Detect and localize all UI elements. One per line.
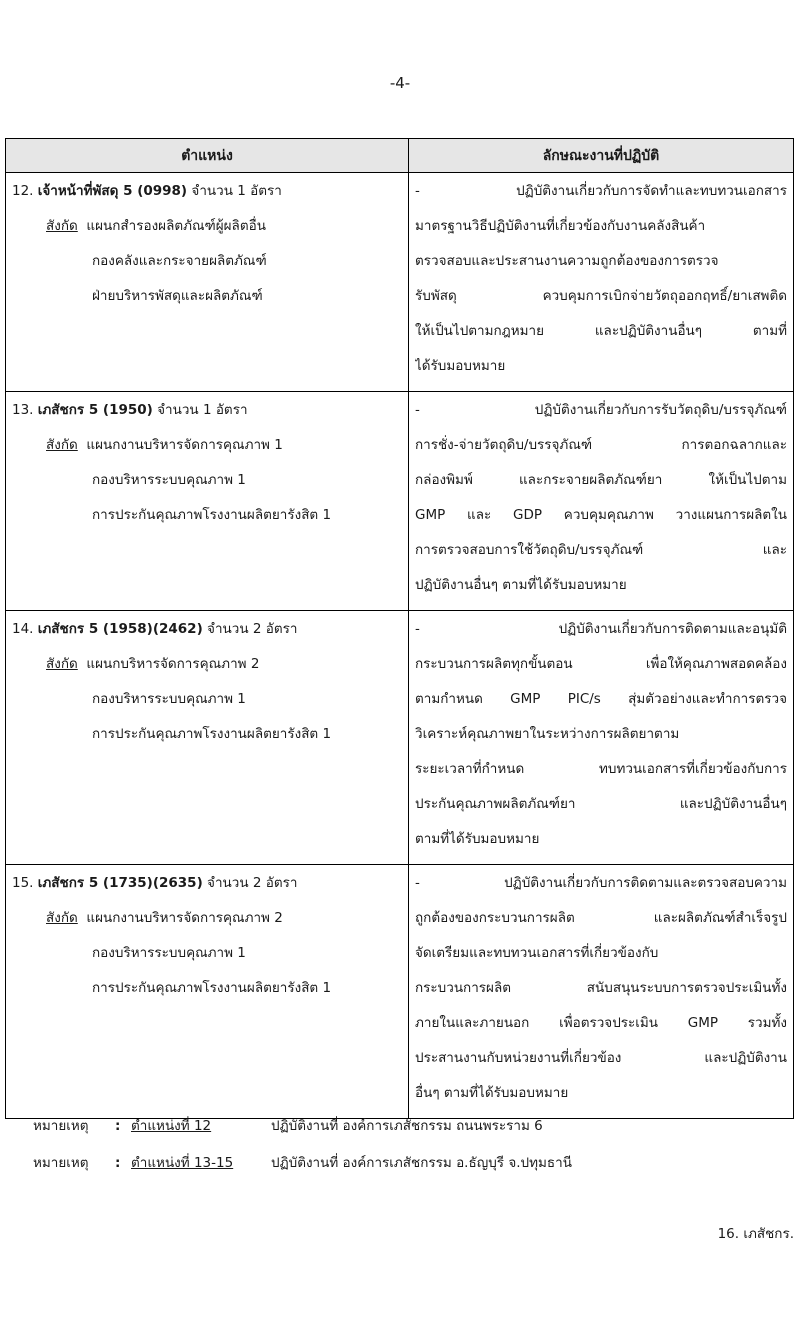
affiliation-unit: แผนกงานบริหารจัดการคุณภาพ 1 xyxy=(86,437,283,453)
duty-line: - ปฏิบัติงานเกี่ยวกับการจัดทำและทบทวนเอกสาร xyxy=(415,183,787,199)
duty-line: จัดเตรียมและทบทวนเอกสารที่เกี่ยวข้องกับ xyxy=(415,945,659,961)
duty-line: อื่นๆ ตามที่ได้รับมอบหมาย xyxy=(415,1085,569,1101)
position-title: เจ้าหน้าที่พัสดุ 5 (0998) xyxy=(37,183,188,199)
duty-line: กระบวนการผลิต สนับสนุนระบบการตรวจประเมินทั้ง xyxy=(415,980,787,996)
position-cell xyxy=(6,865,409,1119)
position-title-line xyxy=(12,873,404,908)
note-colon: : xyxy=(115,1155,121,1171)
position-number: 13. xyxy=(12,402,34,418)
affiliation-label: สังกัด xyxy=(46,437,78,453)
table-header-row xyxy=(6,139,794,173)
position-title: เภสัชกร 5 (1950) xyxy=(37,402,153,418)
duty-line: ถูกต้องของกระบวนการผลิต และผลิตภัณฑ์สำเร็จรูป xyxy=(415,910,787,926)
table-row xyxy=(6,865,794,1119)
header-position: ตำแหน่ง xyxy=(6,139,409,173)
duty-line: วิเคราะห์คุณภาพยาในระหว่างการผลิตยาตาม xyxy=(415,726,680,742)
duty-line: - ปฏิบัติงานเกี่ยวกับการรับวัตถุดิบ/บรรจุภัณฑ์ xyxy=(415,402,787,418)
note-1 xyxy=(33,1114,543,1136)
duty-line: ตามกำหนด GMP PIC/s สุ่มตัวอย่างและทำการตรวจ xyxy=(415,691,787,707)
duty-line: กล่องพิมพ์ และกระจายผลิตภัณฑ์ยา ให้เป็นไปตาม xyxy=(415,472,787,488)
duty-line: ปฏิบัติงานอื่นๆ ตามที่ได้รับมอบหมาย xyxy=(415,577,627,593)
table-row xyxy=(6,392,794,611)
note-2 xyxy=(33,1151,572,1173)
affiliation-line xyxy=(12,654,404,689)
duties-cell xyxy=(409,865,794,1119)
position-title-line xyxy=(12,619,404,654)
duty-line: กระบวนการผลิตทุกขั้นตอน เพื่อให้คุณภาพสอดคล้อง xyxy=(415,656,787,672)
affiliation-unit: การประกันคุณภาพโรงงานผลิตยารังสิต 1 xyxy=(92,507,332,523)
affiliation-label: สังกัด xyxy=(46,910,78,926)
affiliation-unit: ฝ่ายบริหารพัสดุและผลิตภัณฑ์ xyxy=(92,288,263,304)
position-number: 12. xyxy=(12,183,34,199)
note-colon: : xyxy=(115,1118,121,1134)
duty-line: GMP และ GDP ควบคุมคุณภาพ วางแผนการผลิตใน xyxy=(415,507,787,523)
duty-line: รับพัสดุ ควบคุมการเบิกจ่ายวัตถุออกฤทธิ์/ยาเสพติด xyxy=(415,288,787,304)
affiliation-label: สังกัด xyxy=(46,656,78,672)
duty-line: - ปฏิบัติงานเกี่ยวกับการติดตามและตรวจสอบความ xyxy=(415,875,787,891)
position-title: เภสัชกร 5 (1735)(2635) xyxy=(37,875,203,891)
duty-line: มาตรฐานวิธีปฏิบัติงานที่เกี่ยวข้องกับงานคลังสินค้า xyxy=(415,218,706,234)
position-title: เภสัชกร 5 (1958)(2462) xyxy=(37,621,203,637)
duties-cell xyxy=(409,611,794,865)
position-number: 14. xyxy=(12,621,34,637)
position-count: จำนวน 1 อัตรา xyxy=(157,402,248,418)
duty-line: การชั่ง-จ่ายวัตถุดิบ/บรรจุภัณฑ์ การตอกฉลากและ xyxy=(415,437,787,453)
table-row xyxy=(6,611,794,865)
affiliation-line xyxy=(12,435,404,470)
page-number: -4- xyxy=(389,74,411,92)
position-cell xyxy=(6,173,409,392)
duty-line: ตามที่ได้รับมอบหมาย xyxy=(415,831,540,847)
position-count: จำนวน 2 อัตรา xyxy=(207,875,298,891)
table-row xyxy=(6,173,794,392)
duty-line: ได้รับมอบหมาย xyxy=(415,358,506,374)
affiliation-unit: การประกันคุณภาพโรงงานผลิตยารังสิต 1 xyxy=(92,980,332,996)
affiliation-unit: กองบริหารระบบคุณภาพ 1 xyxy=(92,945,246,961)
duties-cell xyxy=(409,173,794,392)
position-count: จำนวน 1 อัตรา xyxy=(191,183,282,199)
duty-line: ให้เป็นไปตามกฎหมาย และปฏิบัติงานอื่นๆ ตามที่ xyxy=(415,323,787,339)
header-duties: ลักษณะงานที่ปฏิบัติ xyxy=(409,139,794,173)
note-text: ปฏิบัติงานที่ องค์การเภสัชกรรม อ.ธัญบุรี จ.ปทุมธานี xyxy=(271,1155,572,1171)
duties-cell xyxy=(409,392,794,611)
duty-line: ภายในและภายนอก เพื่อตรวจประเมิน GMP รวมทั้ง xyxy=(415,1015,787,1031)
positions-table xyxy=(5,138,794,1119)
affiliation-unit: แผนกสำรองผลิตภัณฑ์ผู้ผลิตอื่น xyxy=(86,218,266,234)
note-label: หมายเหตุ xyxy=(33,1118,89,1134)
position-cell xyxy=(6,611,409,865)
duty-line: ประสานงานกับหน่วยงานที่เกี่ยวข้อง และปฏิบัติงาน xyxy=(415,1050,787,1066)
affiliation-unit: กองบริหารระบบคุณภาพ 1 xyxy=(92,472,246,488)
position-cell xyxy=(6,392,409,611)
duty-line: ระยะเวลาที่กำหนด ทบทวนเอกสารที่เกี่ยวข้องกับการ xyxy=(415,761,787,777)
affiliation-unit: การประกันคุณภาพโรงงานผลิตยารังสิต 1 xyxy=(92,726,332,742)
position-count: จำนวน 2 อัตรา xyxy=(207,621,298,637)
note-ref: ตำแหน่งที่ 13-15 xyxy=(131,1155,234,1171)
affiliation-line xyxy=(12,216,404,251)
position-title-line xyxy=(12,400,404,435)
duty-line: การตรวจสอบการใช้วัตถุดิบ/บรรจุภัณฑ์ และ xyxy=(415,542,787,558)
position-title-line xyxy=(12,181,404,216)
affiliation-unit: แผนกบริหารจัดการคุณภาพ 2 xyxy=(86,656,260,672)
duty-line: ประกันคุณภาพผลิตภัณฑ์ยา และปฏิบัติงานอื่นๆ xyxy=(415,796,787,812)
position-number: 15. xyxy=(12,875,34,891)
continuation-text: 16. เภสัชกร. xyxy=(717,1226,794,1242)
affiliation-line xyxy=(12,908,404,943)
note-label: หมายเหตุ xyxy=(33,1155,89,1171)
affiliation-unit: กองบริหารระบบคุณภาพ 1 xyxy=(92,691,246,707)
note-text: ปฏิบัติงานที่ องค์การเภสัชกรรม ถนนพระราม 6 xyxy=(271,1118,543,1134)
duty-line: ตรวจสอบและประสานงานความถูกต้องของการตรวจ xyxy=(415,253,719,269)
duty-line: - ปฏิบัติงานเกี่ยวกับการติดตามและอนุมัติ xyxy=(415,621,787,637)
affiliation-label: สังกัด xyxy=(46,218,78,234)
note-ref: ตำแหน่งที่ 12 xyxy=(131,1118,212,1134)
affiliation-unit: แผนกงานบริหารจัดการคุณภาพ 2 xyxy=(86,910,283,926)
affiliation-unit: กองคลังและกระจายผลิตภัณฑ์ xyxy=(92,253,267,269)
